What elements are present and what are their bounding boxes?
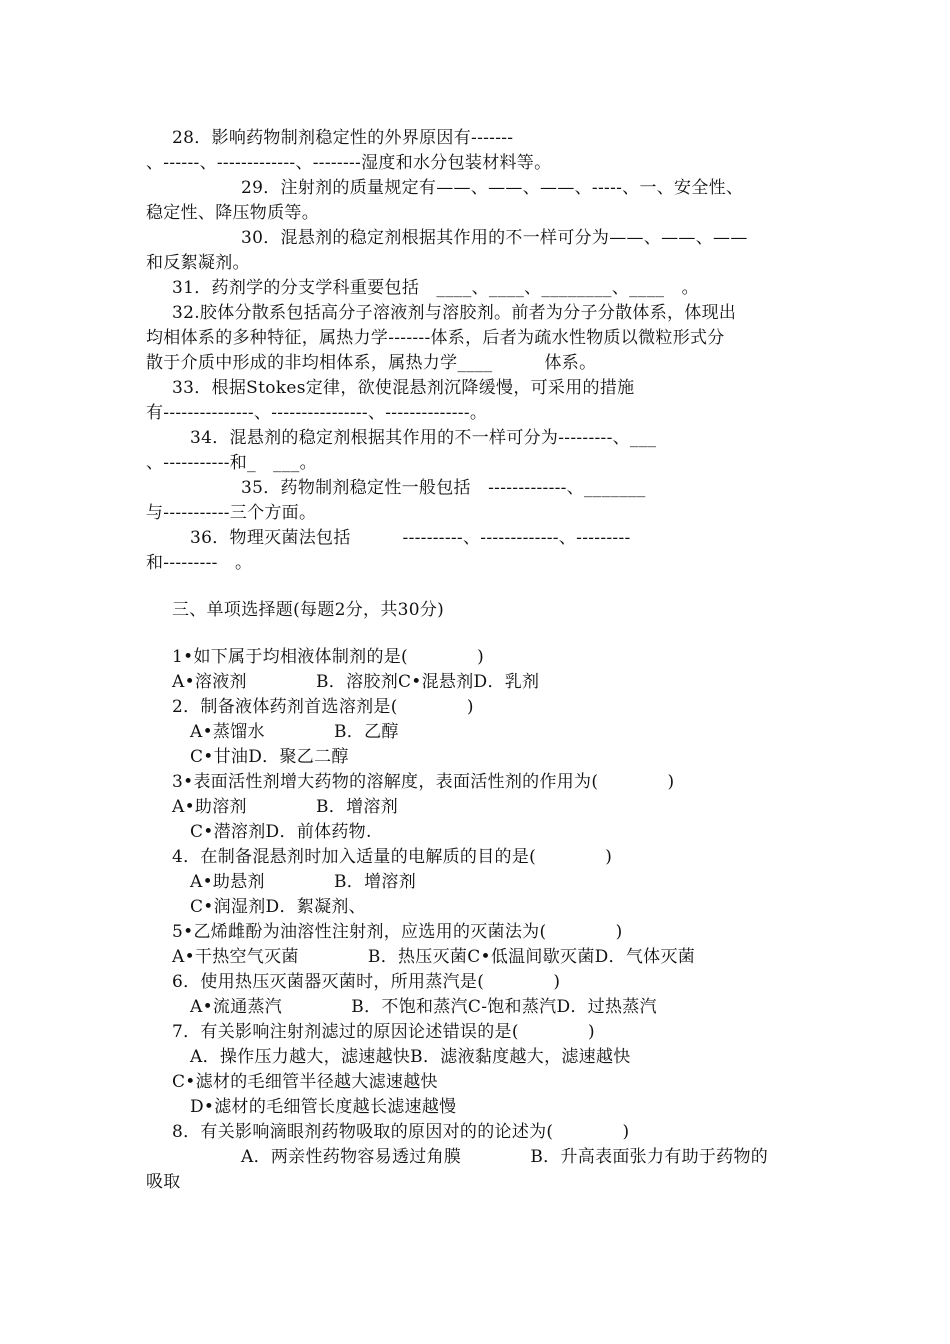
mc-q8-option-b-cont: 吸取 — [146, 1172, 181, 1192]
mc-q4-options-a: A•助悬剂 B．增溶剂 — [190, 872, 416, 892]
q30-line2: 和反絮凝剂。 — [146, 253, 250, 273]
mc-q2-options-a: A•蒸馏水 B．乙醇 — [190, 722, 399, 742]
q35-line2: 与-----------三个方面。 — [146, 503, 317, 523]
q32-line1: 32.胶体分散系包括高分子溶液剂与溶胶剂。前者为分子分散体系，体现出 — [172, 303, 737, 323]
mc-q6-options: A•流通蒸汽 B．不饱和蒸汽C-饱和蒸汽D．过热蒸汽 — [190, 997, 657, 1017]
q33-line2: 有---------------、----------------、--------------。 — [146, 403, 488, 423]
q29-line1: 29．注射剂的质量规定有——、——、——、-----、一、安全性、 — [241, 178, 744, 198]
q32-line2: 均相体系的多种特征，属热力学-------体系，后者为疏水性物质以微粒形式分 — [146, 328, 725, 348]
mc-q8-stem: 8．有关影响滴眼剂药物吸取的原因对的的论述为( ) — [172, 1122, 630, 1142]
mc-q7-option-c: C•滤材的毛细管半径越大滤速越快 — [172, 1072, 438, 1092]
q28-line2: 、------、-------------、--------湿度和水分包装材料等。 — [146, 153, 552, 173]
q33-line1: 33．根据Stokes定律，欲使混悬剂沉降缓慢，可采用的措施 — [172, 378, 635, 398]
mc-q1-stem: 1•如下属于均相液体制剂的是( ) — [172, 647, 485, 667]
mc-q4-options-b: C•润湿剂D．絮凝剂、 — [190, 897, 366, 917]
mc-q3-options-b: C•潜溶剂D．前体药物. — [190, 822, 372, 842]
mc-q3-options-a: A•助溶剂 B．增溶剂 — [172, 797, 398, 817]
mc-q7-option-ab: A．操作压力越大，滤速越快B．滤液黏度越大，滤速越快 — [190, 1047, 631, 1067]
mc-q6-stem: 6．使用热压灭菌器灭菌时，所用蒸汽是( ) — [172, 972, 561, 992]
q32-line3: 散于介质中形成的非均相体系，属热力学____ 体系。 — [146, 353, 597, 373]
q36-line1: 36．物理灭菌法包括 ----------、-------------、--------- — [190, 528, 631, 548]
mc-q8-option-ab: A．两亲性药物容易透过角膜 B．升高表面张力有助于药物的 — [241, 1147, 769, 1167]
q36-line2: 和--------- 。 — [146, 553, 253, 573]
mc-q7-stem: 7．有关影响注射剂滤过的原因论述错误的是( ) — [172, 1022, 595, 1042]
mc-q2-options-b: C•甘油D．聚乙二醇 — [190, 747, 349, 767]
mc-q3-stem: 3•表面活性剂增大药物的溶解度，表面活性剂的作用为( ) — [172, 772, 675, 792]
q31-line1: 31．药剂学的分支学科重要包括 ____、____、________、____ 。 — [172, 278, 699, 298]
q29-line2: 稳定性、降压物质等。 — [146, 203, 319, 223]
q34-line1: 34．混悬剂的稳定剂根据其作用的不一样可分为---------、___ — [190, 428, 657, 448]
mc-q1-options: A•溶液剂 B．溶胶剂C•混悬剂D．乳剂 — [172, 672, 540, 692]
mc-q7-option-d: D•滤材的毛细管长度越长滤速越慢 — [190, 1097, 457, 1117]
mc-q2-stem: 2．制备液体药剂首选溶剂是( ) — [172, 697, 474, 717]
section-three-heading: 三、单项选择题(每题2分，共30分) — [172, 600, 445, 620]
mc-q5-options: A•干热空气灭菌 B．热压灭菌C•低温间歇灭菌D．气体灭菌 — [172, 947, 696, 967]
q28-line1: 28．影响药物制剂稳定性的外界原因有------- — [172, 128, 514, 148]
q34-line2: 、-----------和_ ___。 — [146, 453, 317, 473]
q35-line1: 35．药物制剂稳定性一般包括 -------------、_______ — [241, 478, 646, 498]
q30-line1: 30．混悬剂的稳定剂根据其作用的不一样可分为——、——、—— — [241, 228, 748, 248]
mc-q5-stem: 5•乙烯雌酚为油溶性注射剂，应选用的灭菌法为( ) — [172, 922, 623, 942]
mc-q4-stem: 4．在制备混悬剂时加入适量的电解质的目的是( ) — [172, 847, 613, 867]
